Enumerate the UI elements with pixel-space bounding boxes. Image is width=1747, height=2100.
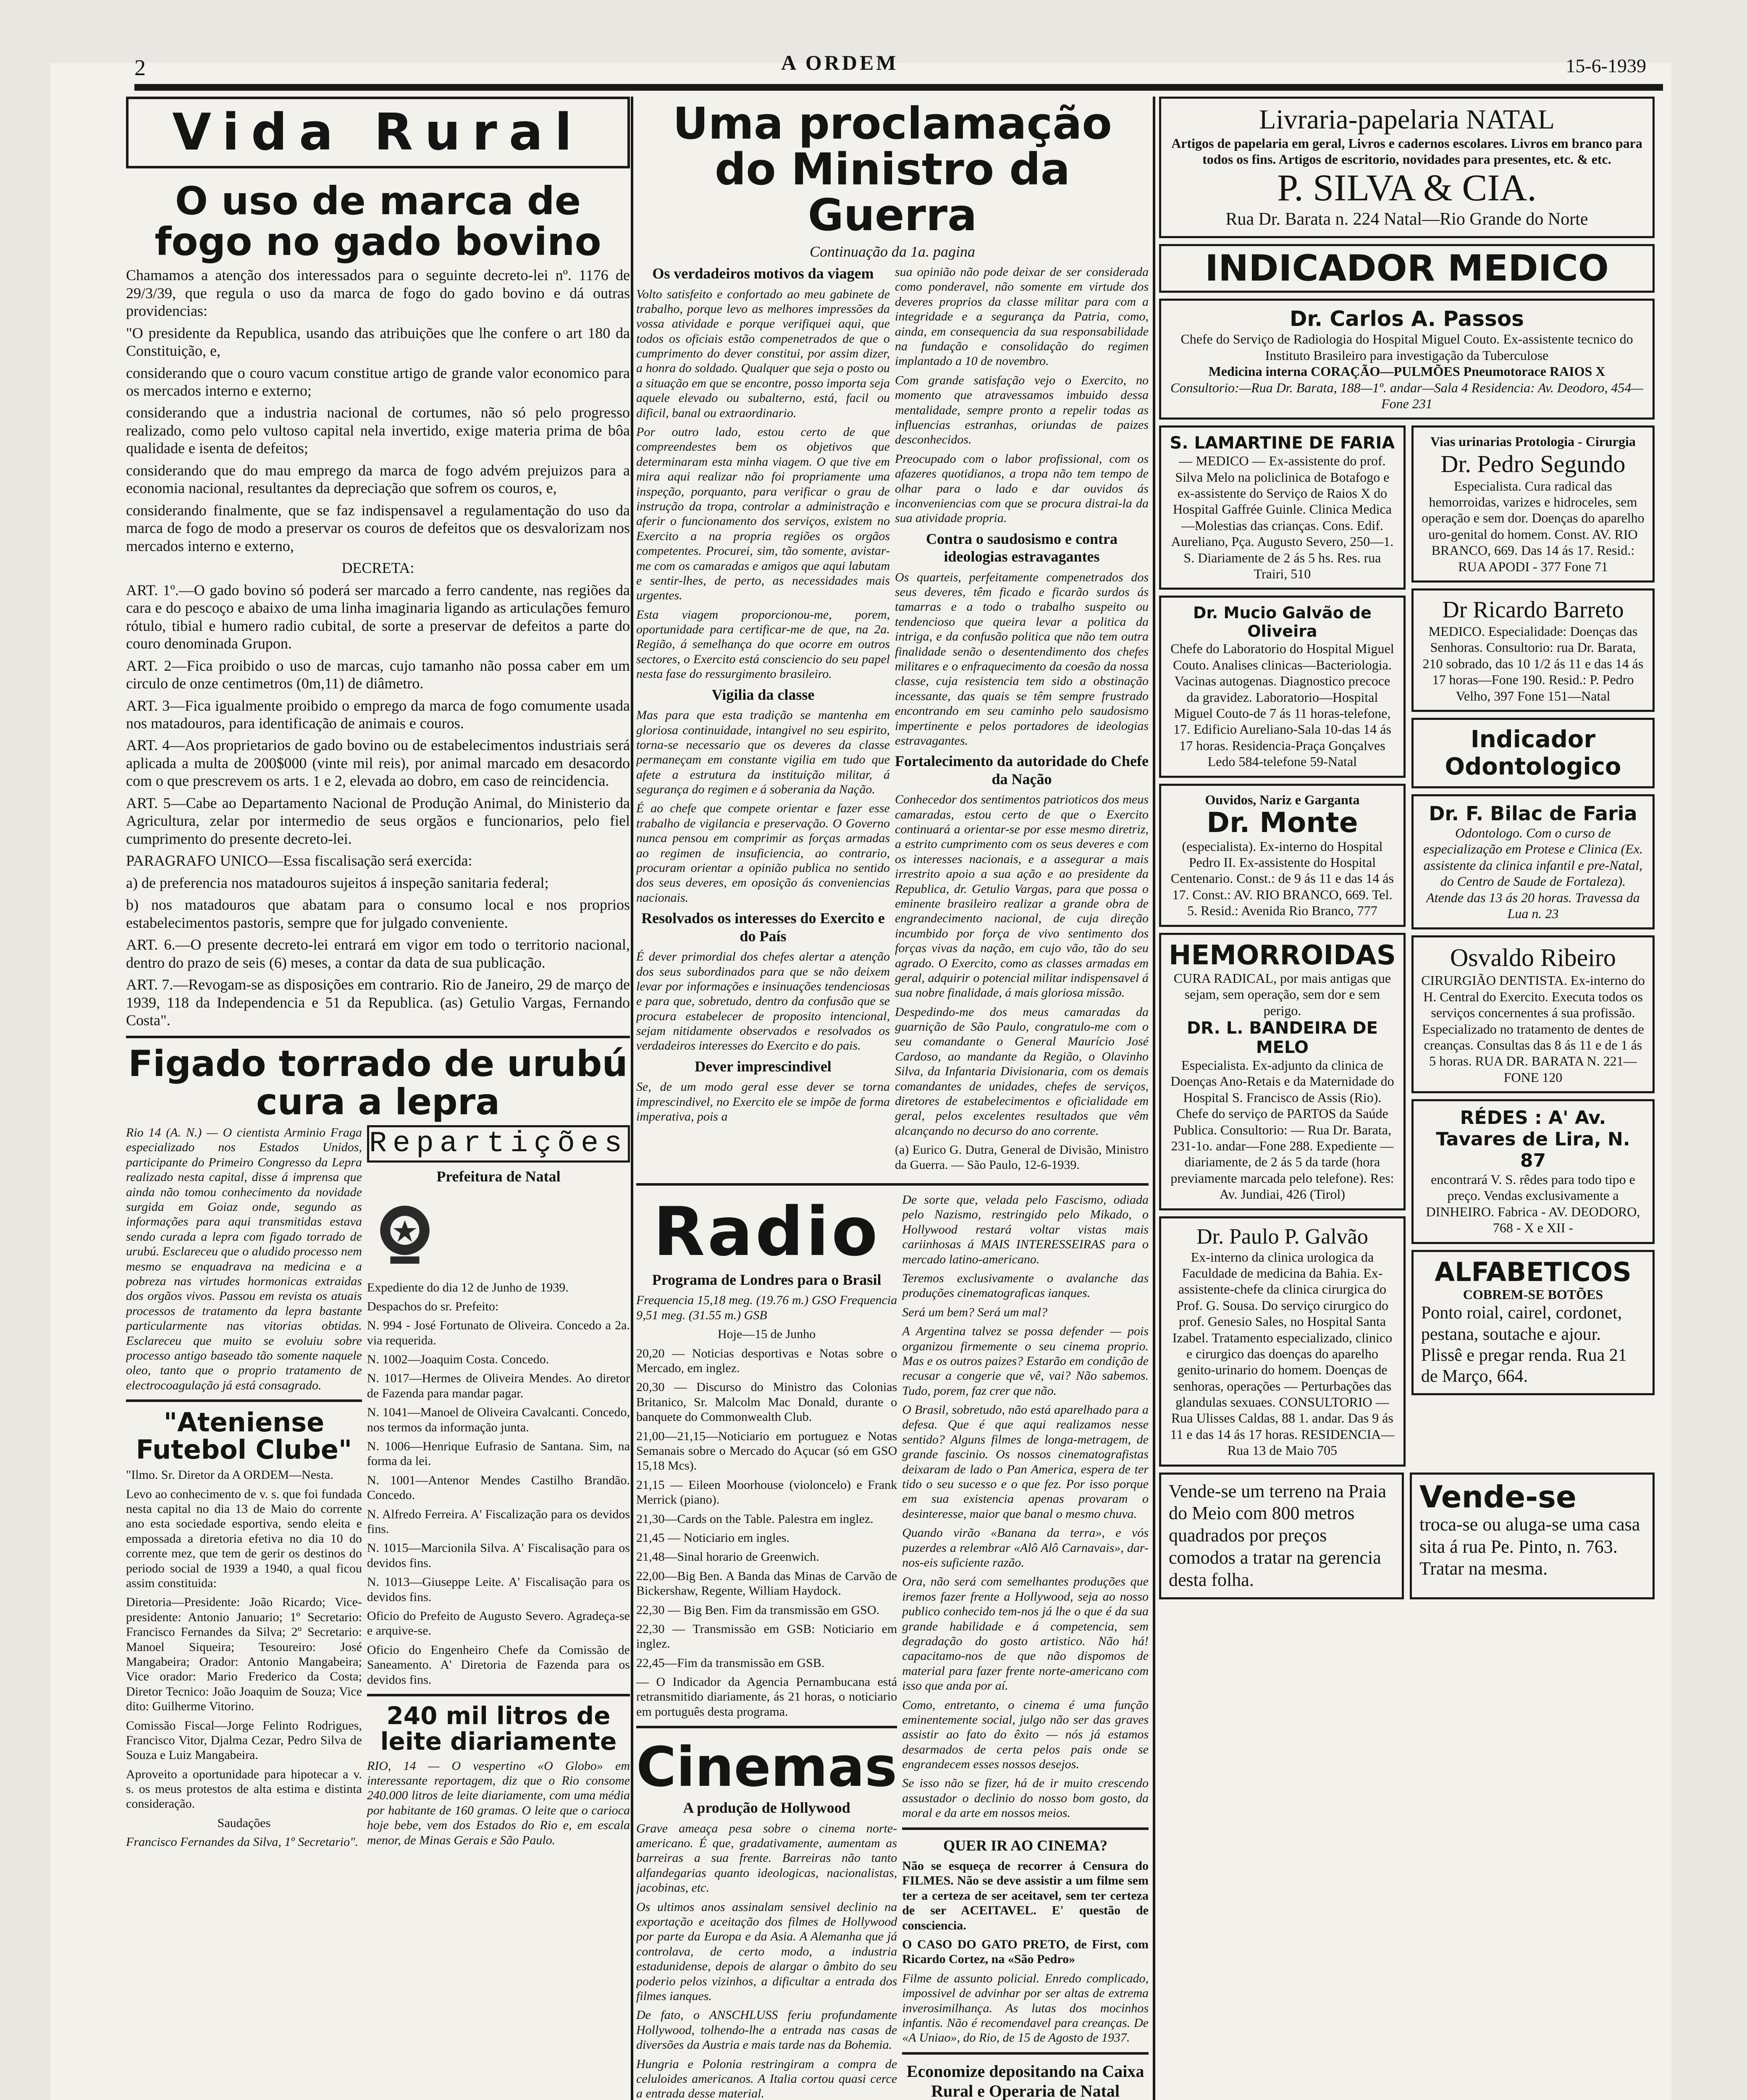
article-paragraph: Não se esqueça de recorrer á Censura do FILMES. Não se deve assistir a um filme sem ter a certeza de ser aceitavel, sem ter certeza de ser ACEITAVEL. E' questão de consciencia. (902, 1859, 1149, 1932)
article-paragraph: b) nos matadouros que abatam para o consumo local e nos proprios estabelecimentos pastoris, sempre que for julgado conveniente. (126, 896, 630, 931)
article-paragraph: De sorte que, velada pelo Fascismo, odiada pelo Nazismo, restringido pelo Mikado, o Hollywood restará voltar vistas mais cariinhosas á MAIS INTERESSEIRAS para o mercado latino-americano. (902, 1193, 1149, 1266)
subheading: Contra o saudosismo e contra ideologias estravagantes (926, 530, 1117, 565)
ad-body: Especialista. Ex-adjunto da clinica de Doenças Ano-Retais e da Maternidade do Hospital S. Francisco de Assis (Rio). Chefe do serviço de PARTOS da Saúde Publica. Consultorio: — Rua Dr. Barata, 231-1o. andar—Fone 288. Expediente — diariamente, de 2 ás 5 da tarde (hora previamente marcada pelo telefone). Res: Av. Jundiai, 426 (Tirol) (1170, 1058, 1394, 1202)
article-paragraph: Oficio do Engenheiro Chefe da Comissão de Saneamento. A' Diretoria de Fazenda para os devidos fins. (367, 1643, 630, 1687)
column-anuncios (1159, 97, 1655, 2100)
article-paragraph: Aproveito a oportunidade para hipotecar a v. s. os meus protestos de alta estima e distinta consideração. (126, 1767, 362, 1811)
article-paragraph: Filme de assunto policial. Enredo complicado, impossivel de advinhar por ser altas de extrema inverosimilhança. As lutas dos mocinhos infantis. Não é recomendavel para creanças. De «A Uniao», do Rio, de 15 de Agosto de 1937. (902, 1971, 1149, 2045)
headline-proclamacao: Uma proclamação do Ministro da Guerra (673, 98, 1112, 241)
ad-heading: Vias urinarias Protologia - Cirurgia (1430, 434, 1636, 449)
headline-ateniense: "Ateniense Futebol Clube" (136, 1407, 352, 1465)
subheading: Dever imprescindivel (695, 1058, 832, 1075)
radio-item: 22,00—Big Ben. A Banda das Minas de Carvão de Bickershaw, Regente, William Haydock. (636, 1569, 897, 1598)
article-paragraph: N. 1002—Joaquim Costa. Concedo. (367, 1352, 549, 1367)
subheading: O CASO DO GATO PRETO, de First, com Ricardo Cortez, na «São Pedro» (902, 1937, 1149, 1966)
article-paragraph: ART. 3—Fica igualmente proibido o emprego da marca de fogo comumente usada nos matadouros, para identificação de animais e couros. (126, 697, 630, 732)
radio-title: Radio (653, 1192, 880, 1271)
radio-item: 20,20 — Noticias desportivas e Notas sobre o Mercado, em inglez. (636, 1346, 897, 1376)
ad-galvao (1159, 1216, 1406, 1467)
ad-body: Ex-interno da clinica urologica da Faculdade de medicina da Bahia. Ex-assistente-chefe da clinica cirurgica do Prof. G. Sousa. Do serviço cirurgico do prof. Genesio Sales, no Hospital Santa Izabel. Tratamento especializado, clinico e cirurgico das doenças do aparelho genito-urinario do homem. Doenças de senhoras, operações — Perturbações das glandulas sexuaes. CONSULTORIO — Rua Ulisses Caldas, 88 1. andar. Das 9 ás 11 e das 14 ás 17 horas. RESIDENCIA—Rua 13 de Maio 705 (1170, 1249, 1395, 1458)
ad-pedro-segundo (1411, 425, 1655, 583)
article-paragraph: Comissão Fiscal—Jorge Felinto Rodrigues, Francisco Vitor, Djalma Cezar, Pedro Silva de Souza e Luiz Mangabeira. (126, 1718, 362, 1762)
page-header (134, 51, 1663, 80)
article-paragraph: Os ultimos anos assinalam sensivel declinio na exportação e aceitação dos filmes de Hollywood por parte da Europa e da Asia. A Alemanha que já controlava, de certo modo, a industria estadunidense, depois de alargar o âmbito do seu poderio pelos vizinhos, a dificultar a entrada dos filmes ianques. (636, 1900, 897, 2003)
ad-barreto (1411, 588, 1655, 712)
section-title-odontologico: Indicador Odontologico (1445, 726, 1621, 780)
article-paragraph: Os quarteis, perfeitamente compenetrados dos seus deveres, têm ficado e ficarão surdos ás tamarras e a todo o trabalho suspeito ou tendencioso que queira levar a politica da intriga, e da confusão politica que não tem outra finalidade senão o desentendimento dos chefes militares e o enfraquecimento da coesão da nossa classe, cuja resistencia tem sido a obstinação incessante, das quais se têm sempre frustrado encontrando em seu caminho pelo saudosismo impertinente e pelos portadores de ideologias estravagantes. (895, 570, 1149, 748)
article-paragraph: Quando virão «Banana da terra», e vós puzerdes a relembrar «Alô Alô Carnavais», dar-nos-eis suficiente razão. (902, 1526, 1149, 1570)
radio-item: 22,30 — Transmissão em GSB: Noticiario em inglez. (636, 1622, 897, 1651)
ad-alfabeticos (1411, 1250, 1655, 1395)
article-paragraph: Saudações (217, 1816, 271, 1830)
figado-and-repart (126, 1125, 630, 1854)
ad-body: CIRURGIÃO DENTISTA. Ex-interno do H. Central do Exercito. Executa todos os serviços concernentes á sua profissão. Especializado no tratamento de dentes de creanças. Consultas das 8 ás 11 e de 1 ás 5 horas. RUA DR. BARATA N. 221—FONE 120 (1421, 973, 1645, 1085)
article-signature: (a) Eurico G. Dutra, General de Divisão, Ministro da Guerra. — São Paulo, 12-6-1939. (895, 1143, 1149, 1172)
article-paragraph: N. Alfredo Ferreira. A' Fiscalização para os devidos fins. (367, 1507, 630, 1536)
ad-specialty: Medicina interna CORAÇÃO—PULMÕES Pneumotorace RAIOS X (1208, 364, 1605, 379)
doctor-name: S. LAMARTINE DE FARIA (1170, 433, 1395, 453)
article-paragraph: Levo ao conhecimento de v. s. que foi fundada nesta capital no dia 13 de Maio do corrente ano esta sociedade esportiva, sendo eleita e empossada a diretoria efetiva no dia 10 do corrente mez, que tem de gerir os destinos do periodo social de 1939 a 1940, a qual ficou assim constituida: (126, 1487, 362, 1591)
article-paragraph: ART. 7.—Revogam-se as disposições em contrario. Rio de Janeiro, 29 de março de 1939, 118 da Independencia e 51 da Republica. (as) Getulio Vargas, Fernando Costa". (126, 976, 630, 1029)
decreta-heading: DECRETA: (341, 559, 414, 577)
radio-item: 21,00—21,15—Noticiario em portuguez e Notas Semanais sobre o Mercado do Açucar (só em GSO 15,18 Mcs). (636, 1429, 897, 1473)
doctor-name: Dr. F. Bilac de Faria (1429, 802, 1637, 825)
article-paragraph: Ora, não será com semelhantes produções que iremos fazer frente a Hollywood, seja ao nosso publico conhecido tem-nos já lhe o que é da sua grande habilidade e á competencia, sem degradação do gosto artistico. Não há! capacitamo-nos de que não dispomos de material para fazer frente norte-americano com isso que anda por aí. (902, 1575, 1149, 1693)
ad-body: Vende-se um terreno na Praia do Meio com 800 metros quadrados por preços comodos a tratar na gerencia desta folha. (1169, 1480, 1387, 1590)
section-title-indicador-medico: INDICADOR MEDICO (1205, 247, 1609, 289)
ad-ribeiro (1411, 935, 1655, 1093)
article-paragraph: Teremos exclusivamente o avalanche das produções cinematograficas ianques. (902, 1271, 1149, 1300)
article-paragraph: É dever primordial dos chefes alertar a atenção dos seus subordinados para que se não deixem levar por informações e insinuações tendenciosas e para que, sobretudo, dentro da confusão que se procura estabelecer de proposito intencional, sejam nitidamente observados e resolvados os verdadeiros interesses do Exercito e do pais. (636, 950, 890, 1053)
article-paragraph: Se, de um modo geral esse dever se torna imprescindivel, no Exercito ele se impõe de forma imperativa, pois a (636, 1080, 890, 1124)
article-paragraph: Rio 14 (A. N.) — O cientista Arminio Fraga especializado nos Estados Unidos, participante do Primeiro Congresso da Lepra realizado nesta capital, disse á imprensa que ainda não tomou conhecimento da novidade surgida em Goiaz onde, segundo as informações para aqui transmitidas estava sendo curada a lepra com figado torrado de urubú. Esclareceu que o aludido processo nem mesmo se enquadrava na medicina e a pobreza nas virtudes hormonicas extraidas dos orgãos vivos. Passou em revista os atuais processos de tratamento da lepra bastante particularmente nas vitorias obtidas. Esclareceu que muito se evoluiu sobre processo antigo baseado tão somente naquele oleo, tanto que o proprio tratamento de electrocoagulação já está consagrado. (126, 1126, 362, 1392)
left-subcolumn (636, 1192, 897, 2100)
divider (636, 1726, 897, 1728)
article-paragraph: Despedindo-me dos meus camaradas da guarnição de São Paulo, congratulo-me com o seu comandante o General Maurício José Cardoso, ao mandante da Região, o Olavinho Silva, da Infantaria Divisionaria, com os demais comandantes de unidades, chefes de serviços, diretores de estabelecimentos e oficialidade em geral, pelos excelentes resultados que vêm alcançando no decurso do ano corrente. (895, 1005, 1149, 1138)
ad-body: Especialista. Cura radical das hemorroidas, varizes e hidroceles, sem operação e sem dor. Doenças do aparelho uro-genital do homem. Const. AV. RIO BRANCO, 669. Das 14 ás 17. Resid.: RUA APODI - 377 Fone 71 (1422, 478, 1645, 574)
radio-date: Hoje—15 de Junho (717, 1327, 816, 1341)
ad-body: troca-se ou aluga-se uma casa sita á rua Pe. Pinto, n. 763. Tratar na mesma. (1419, 1514, 1640, 1579)
article-paragraph: RIO, 14 — O vespertino «O Globo» em interessante reportagem, diz que o Rio consome 240.000 litros de leite diariamente, com uma média por habitante de 160 gramas. O leite que o carioca hoje bebe, vem dos Estados do Rio e, em escala menor, de Minas Gerais e São Paulo. (367, 1759, 630, 1847)
ad-owner: P. SILVA & CIA. (1277, 167, 1537, 209)
cinemas-title: Cinemas (636, 1735, 897, 1799)
divider (902, 1827, 1149, 1830)
article-paragraph: Chamamos a atenção dos interessados para o seguinte decreto-lei nº. 1176 de 29/3/39, que regula o uso da marca de fogo do gado bovino e dá outras providencias: (126, 267, 630, 320)
ad-title: ALFABETICOS (1435, 1256, 1632, 1287)
subheading: Fortalecimento da autoridade do Chefe da Nação (895, 753, 1149, 788)
ad-heading: Ouvidos, Nariz e Garganta (1205, 792, 1360, 807)
column-divider (1153, 97, 1155, 2100)
subheading: Programa de Londres para o Brasil (652, 1271, 881, 1288)
ad-title: RÉDES : A' Av. Tavares de Lira, N. 87 (1436, 1107, 1630, 1172)
article-paragraph: A Argentina talvez se possa defender — pois organizou firmemente o seu cinema proprio. Mas e os outros paizes? Estarão em condição de recusar a congerie que vê, vai? Não sabemos. Tudo, porem, faz crer que não. (902, 1324, 1149, 1398)
ad-body: Artigos de papelaria em geral, Livros e cadernos escolares. Livros em branco para todos os fins. Artigos de escritorio, novidades para presentes, etc. & etc. (1171, 135, 1642, 167)
ads-left (1159, 425, 1406, 1472)
article-paragraph: O Brasil, sobretudo, não está aparelhado para a defesa. Que é que aqui realizamos nesse sentido? Alguns filmes de longa-metragem, de grande fascinio. Os nossos cinematografistas deixaram de lado o Pan America, espera de ter tido o seu sucesso e o que fez. Por isso porque em sua existencia apenas provaram o desinteresse, maior que banal o mesmo chuva. (902, 1403, 1149, 1521)
ad-hemorroidas (1159, 933, 1406, 1210)
radio-item: 21,48—Sinal horario de Greenwich. (636, 1550, 819, 1564)
header-rule (134, 84, 1663, 91)
column-ministro (636, 97, 1149, 2100)
article-signature: Francisco Fernandes da Silva, 1º Secretario". (126, 1835, 359, 1849)
divider (367, 1694, 630, 1696)
radio-item: 21,15 — Eileen Moorhouse (violoncelo) e Frank Merrick (piano). (636, 1478, 897, 1507)
ad-address: Consultorio:—Rua Dr. Barata, 188—1º. andar—Sala 4 Residencia: Av. Deodoro, 454—Fone 231 (1170, 380, 1643, 411)
article-paragraph: Como, entretanto, o cinema é uma função eminentemente social, julgo não ser das graves assistir ao fato do êxito — nós já estamos desarmados de certa pelos pais onde se engrandecem esses nossos desejos. (902, 1698, 1149, 1772)
ad-mucio (1159, 596, 1406, 777)
proclamacao-columns (636, 265, 1149, 1176)
subheading: Resolvados os interesses do Exercito e do País (641, 910, 885, 945)
ad-title: Livraria-papelaria NATAL (1259, 104, 1555, 135)
radio-cinema-columns (636, 1192, 1149, 2100)
right-subcolumn (895, 265, 1149, 1176)
section-title-vida-rural: Vida Rural (126, 97, 630, 168)
subheading: Vigilia da classe (711, 686, 815, 703)
savings-ad: Economize depositando na Caixa Rural e Operaria de Natal (906, 2061, 1144, 2100)
right-subcolumn (902, 1192, 1149, 2100)
article-paragraph: N. 1041—Manoel de Oliveira Cavalcanti. Concedo, nos termos da informação junta. (367, 1405, 630, 1434)
masthead: A ORDEM (781, 51, 899, 74)
article-paragraph: ART. 5—Cabe ao Departamento Nacional de Produção Animal, do Ministerio da Agricultura, zelar por intermedio de seus orgãos e funcionarios, pelo fiel cumprimento do presente decreto-lei. (126, 794, 630, 847)
indicador-odontologico-banner (1411, 718, 1655, 788)
subheading: A produção de Hollywood (683, 1799, 850, 1816)
article-paragraph: N. 1006—Henrique Eufrasio de Santana. Sim, na forma da lei. (367, 1439, 630, 1468)
article-paragraph: É ao chefe que compete orientar e fazer esse trabalho de vigilancia e preservação. O Governo nunca pensou em comprimir as forças armadas ao regimen de insuficiencia, ao contrario, procuram orientar a opinião publica no sentido dos seus deveres, em oposição ás conveniencias nacionais. (636, 801, 890, 905)
ad-carlos-passos (1159, 299, 1655, 420)
divider (902, 2052, 1149, 2055)
doctor-name: Dr. Monte (1207, 806, 1358, 839)
headline-leite: 240 mil litros de leite diariamente (380, 1701, 617, 1756)
ad-body: Chefe do Serviço de Radiologia do Hospital Miguel Couto. Ex-assistente tecnico do Instituto Brasileiro para investigação da Tuberculose (1180, 331, 1633, 363)
ad-body: Chefe do Laboratorio do Hospital Miguel Couto. Analises clinicas—Bacteriologia. Vacinas autogenas. Diagnostico precoce da gravidez. Laboratorio—Hospital Miguel Couto-de 7 ás 11 horas-telefone, 17. Edificio Aureliano-Sala 10-das 14 ás 17 horas. Residencia-Praça Gonçalves Ledo 584-telefone 59-Natal (1170, 641, 1394, 769)
doctor-name: Dr Ricardo Barreto (1442, 597, 1624, 623)
article-paragraph: Por outro lado, estou certo de que compreendestes bem os objetivos que determinaram esta minha viagem. O que tive em mira aqui realizar não foi propriamente uma inspeção, porquanto, para verificar o grau de instrução da tropa, controlar a administração e aferir o funcionamento dos serviços, existem no Exercito a na propria regiões os orgãos competentes. Procurei, sim, tão somente, avistar-me com os camaradas e amigos que aqui labutam e sentir-lhes, de perto, as necessidades mais urgentes. (636, 425, 890, 603)
article-paragraph: N. 1013—Giuseppe Leite. A' Fiscalisação para os devidos fins. (367, 1575, 630, 1604)
article-paragraph: N. 1001—Antenor Mendes Castilho Brandão. Concedo. (367, 1473, 630, 1502)
radio-frequency: Frequencia 15,18 meg. (19.76 m.) GSO Frequencia 9,51 meg. (31.55 m.) GSB (636, 1293, 897, 1322)
issue-date: 15-6-1939 (1566, 55, 1646, 76)
ads-right (1411, 425, 1655, 1472)
radio-item: 20,30 — Discurso do Ministro das Colonias Britanico, Sr. Malcolm Mac Donald, durante o banquete do Commonwealth Club. (636, 1380, 897, 1424)
article-paragraph: Mas para que esta tradição se mantenha em gloriosa continuidade, intangivel no seu espirito, torna-se necessario que os deveres da classe permaneçam em constante vigilia em tudo que afete a estrutura da instituição militar, á segurança do regimen e á soberania da Nação. (636, 708, 890, 797)
ad-body: Ponto roial, cairel, cordonet, pestana, soutache e ajour. Plissê e pregar renda. Rua 21 de Março, 664. (1421, 1303, 1627, 1386)
column-divider (631, 97, 633, 2100)
article-paragraph: Hungria e Polonia restringiram a compra de celuloides americanos. A Italia cortou quasi cerce a entrada desse material. (636, 2057, 897, 2100)
article-paragraph: Preocupado com o labor profissional, com os afazeres quotidianos, a tropa não tem tempo de olhar para o lado e dar ouvidos ás inconveniencias com que se procura distrai-la da sua atividade propria. (895, 452, 1149, 525)
article-paragraph: considerando que do mau emprego da marca de fogo advém prejuizos para a economia nacional, resultantes da depreciação que sofrem os couros, e, (126, 462, 630, 497)
page-number: 2 (134, 55, 146, 80)
article-paragraph: Diretoria—Presidente: João Ricardo; Vice-presidente: Antonio Januario; 1º Secretario: Francisco Fernandes da Silva; 2º Secretario: Manoel Siqueira; Tesoureiro: José Mangabeira; Orador: Antonio Mangabeira; Vice orador: Mario Frederico da Costa; Diretor Tecnico: João Joaquim de Souza; Vice dito: Guilherme Vitorino. (126, 1595, 362, 1714)
ad-vende-casa (1410, 1473, 1655, 1599)
left-subcolumn (636, 265, 890, 1176)
right-subcolumn (367, 1125, 630, 1854)
article-paragraph: Com grande satisfação vejo o Exercito, no momento que atravessamos imbuido dessa mentalidade, sempre pronto a repelir todas as influencias estranhas, oriundas de paizes desconhecidos. (895, 373, 1149, 447)
subheading: QUER IR AO CINEMA? (943, 1837, 1108, 1854)
doctor-name: Dr. Paulo P. Galvão (1196, 1224, 1368, 1249)
article-paragraph: N. 1017—Hermes de Oliveira Mendes. Ao diretor de Fazenda para mandar pagar. (367, 1371, 630, 1400)
ad-heading: COBREM-SE BOTÕES (1463, 1286, 1603, 1302)
article-paragraph: ART. 6.—O presente decreto-lei entrará em vigor em todo o territorio nacional, dentro do prazo de seis (6) meses, a contar da data de sua publicação. (126, 936, 630, 971)
headline-figado: Figado torrado de urubú cura a lepra (128, 1043, 628, 1123)
article-paragraph: "O presidente da Republica, usando das atribuições que lhe confere o art 180 da Constituição, e, (126, 324, 630, 360)
ad-body: encontrará V. S. rêdes para todo tipo e preço. Vendas exclusivamente a DINHEIRO. Fabrica - AV. DEODORO, 768 - X e XII - (1426, 1172, 1640, 1236)
divider (636, 1183, 1149, 1186)
article-paragraph: Será um bem? Será um mal? (902, 1305, 1048, 1319)
article-paragraph: ART. 1º.—O gado bovino só poderá ser marcado a ferro candente, nas regiões da cara e do pescoço e abaixo de uma linha imaginaria ligando as articulações femuro rótulo, tibial e humero radio cubital, de sorte a preservar de defeitos a parte do couro denominada Grupon. (126, 581, 630, 652)
divider (126, 1399, 362, 1402)
article-paragraph: a) de preferencia nos matadouros sujeitos á inspeção sanitaria federal; (126, 874, 549, 891)
ad-monte (1159, 784, 1406, 927)
coat-of-arms-icon (367, 1194, 443, 1274)
ad-title: HEMORROIDAS (1169, 940, 1396, 971)
divider (126, 1036, 630, 1038)
doctor-name: DR. L. BANDEIRA DE MELO (1186, 1018, 1378, 1058)
article-paragraph: Se isso não se fizer, há de ir muito crescendo assustador o declinio do nosso bom gosto, da moral e da arte em nossos meios. (902, 1776, 1149, 1820)
continuation-note: Continuação da 1a. pagina (810, 243, 975, 260)
ad-body: MEDICO. Especialidade: Doenças das Senhoras. Consultorio: rua Dr. Barata, 210 sobrado, das 10 1/2 ás 11 e das 14 ás 17 horas—Fone 190. Resid.: P. Pedro Velho, 397 Fone 151—Natal (1422, 624, 1644, 704)
subheading-prefeitura: Prefeitura de Natal (436, 1168, 561, 1185)
ad-vende-terreno (1159, 1473, 1404, 1599)
subheading: Os verdadeiros motivos da viagem (652, 265, 874, 282)
ads-row (1159, 425, 1655, 1472)
headline-marca-fogo: O uso de marca de fogo no gado bovino (155, 178, 601, 264)
ad-address: Rua Dr. Barata n. 224 Natal—Rio Grande do Norte (1225, 210, 1588, 229)
article-paragraph: sua opinião não pode deixar de ser considerada como ponderavel, não somente em virtude dos deveres proprios da classe militar para com a integridade e a segurança da Patria, como, ainda, em consequencia da sua responsabilidade na fundação e consolidação do regimen implantado a 10 de novembro. (895, 265, 1149, 368)
indicador-medico-banner (1159, 244, 1655, 293)
classified-row (1159, 1473, 1655, 1605)
column-vida-rural (126, 97, 630, 2100)
article-paragraph: Oficio do Prefeito de Augusto Severo. Agradeça-se e arquive-se. (367, 1609, 630, 1638)
article-paragraph: N. 1015—Marcionila Silva. A' Fiscalisação para os devidos fins. (367, 1541, 630, 1570)
ad-body: Odontologo. Com o curso de especialização em Protese e Clinica (Ex. assistente da clinica infantil e pre-Natal, do Centro de Saude de Fortaleza). Atende das 13 ás 20 horas. Travessa da Lua n. 23 (1423, 825, 1643, 921)
article-paragraph: considerando finalmente, que se faz indispensavel a regulamentação do uso da marca de fogo de modo a preservar os couros de defeitos que os desvalorizam nos mercados interno e externo, (126, 501, 630, 554)
ad-title: Vende-se (1419, 1479, 1576, 1515)
doctor-name: Dr. Mucio Galvão de Oliveira (1193, 604, 1372, 641)
article-paragraph: De fato, o ANSCHLUSS feriu profundamente Hollywood, tolhendo-lhe a entrada nas casas de diversões da Austria e mais tarde nas da Bohemia. (636, 2008, 897, 2052)
article-paragraph: considerando que o couro vacum constitue artigo de grande valor economico para os mercados interno e externo; (126, 364, 630, 399)
radio-item: 21,30—Cards on the Table. Palestra em inglez. (636, 1512, 874, 1526)
left-subcolumn (126, 1125, 362, 1854)
ad-body: — MEDICO — Ex-assistente do prof. Silva Melo na policlinica de Botafogo e ex-assistente do Serviço de Raios X do Hospital Gaffrée Guinle. Clinica Medica—Molestias das crianças. Cons. Edif. Aureliano, Pça. Augusto Severo, 250—1. S. Diariamente de 2 ás 5 hs. Res. rua Trairi, 510 (1171, 453, 1394, 582)
article-paragraph: ART. 4—Aos proprietarios de gado bovino ou de estabelecimentos industriais será aplicada a multa de 200$000 (vinte mil reis), por animal marcado em desacordo com o que prescrevem os arts. 1 e 2, elevada ao dobro, em caso de reincidencia. (126, 737, 630, 790)
radio-item: 21,45 — Noticiario em ingles. (636, 1530, 790, 1545)
article-paragraph: considerando que a industria nacional de cortumes, não só pelo progresso realizado, como pelo vultoso capital nela invertido, exige materia prima de bôa qualidade e isenta de defeitos; (126, 404, 630, 457)
article-paragraph: N. 994 - José Fortunato de Oliveira. Concedo a 2a. via requerida. (367, 1318, 630, 1347)
doctor-name: Dr. Carlos A. Passos (1290, 307, 1524, 331)
radio-item: 22,45—Fim da transmissão em GSB. (636, 1656, 825, 1670)
article-paragraph: Expediente do dia 12 de Junho de 1939. (367, 1280, 569, 1294)
doctor-name: Dr. Pedro Segundo (1440, 450, 1626, 478)
article-paragraph: ART. 2—Fica proibido o uso de marcas, cujo tamanho não possa caber em um circulo de onze centimetros (0m,11) de diâmetro. (126, 657, 630, 692)
article-paragraph: PARAGRAFO UNICO—Essa fiscalisação será exercida: (126, 852, 472, 869)
ad-livraria-natal (1159, 97, 1655, 238)
radio-item: 22,30 — Big Ben. Fim da transmissão em GSO. (636, 1603, 880, 1617)
radio-item: — O Indicador da Agencia Pernambucana está retransmitido diariamente, ás 21 horas, o noticiario em português desta programa. (636, 1675, 897, 1719)
article-paragraph: Esta viagem proporcionou-me, porem, oportunidade para certificar-me de que, na 2a. Região, á semelhança do que ocorre em outros sectores, o Exercito está consciencio do seu papel nesta fase do ressurgimento brasileiro. (636, 607, 890, 681)
article-paragraph: Despachos do sr. Prefeito: (367, 1299, 499, 1313)
ad-redes (1411, 1099, 1655, 1244)
ad-lamartine (1159, 425, 1406, 590)
ad-body: CURA RADICAL, por mais antigas que sejam, sem operação, sem dor e sem perigo. (1173, 970, 1391, 1018)
doctor-name: Osvaldo Ribeiro (1450, 944, 1616, 972)
ad-body: (especialista). Ex-interno do Hospital Pedro II. Ex-assistente do Hospital Centenario. Const.: de 9 ás 11 e das 14 ás 17. Const.: AV. RIO BRANCO, 669. Tel. 5. Resid.: Avenida Rio Branco, 777 (1170, 838, 1394, 919)
article-paragraph: Grave ameaça pesa sobre o cinema norte-americano. É que, gradativamente, aumentam as barreiras a sua frente. Barreiras não tanto alfandegarias quanto ideologicas, nacionalistas, jacobinas, etc. (636, 1821, 897, 1895)
article-paragraph: "Ilmo. Sr. Diretor da A ORDEM—Nesta. (126, 1468, 333, 1482)
section-title-reparticoes: Repartições (367, 1125, 630, 1163)
article-paragraph: Conhecedor dos sentimentos patrioticos dos meus camaradas, estou certo de que o Exercito continuará a orientar-se por esse mesmo diretriz, a estrito cumprimento com os seus deveres e com os interesses nacionais, e a assegurar a mais irrestrito apoio a sua ação e ao presidente da Republica, dr. Getulio Vargas, para que possa o eminente brasileiro realizar a grande obra de engrandecimento nacional, de cuja direção incumbido por força de vivo sentimento dos forças vivas da nação, em cujo vão, tão do seu agrado. O Exercito, como as classes armadas em geral, adquirir o potencial militar indispensavel á sua nobre finalidade, á mais gloriosa missão. (895, 793, 1149, 1000)
ad-bilac (1411, 794, 1655, 929)
article-paragraph: Volto satisfeito e confortado ao meu gabinete de trabalho, porque levo as melhores impressões da vossa atividade e porque verifiquei aqui, que todos os oficiais estão compenetrados de que o cumprimento do dever constitui, por assim dizer, a honra do soldado. Qualquer que seja o posto ou a situação em que se encontre, posso importa seja aquele elevado ou subalterno, está, facil ou dificil, banal ou extraordinario. (636, 287, 890, 420)
